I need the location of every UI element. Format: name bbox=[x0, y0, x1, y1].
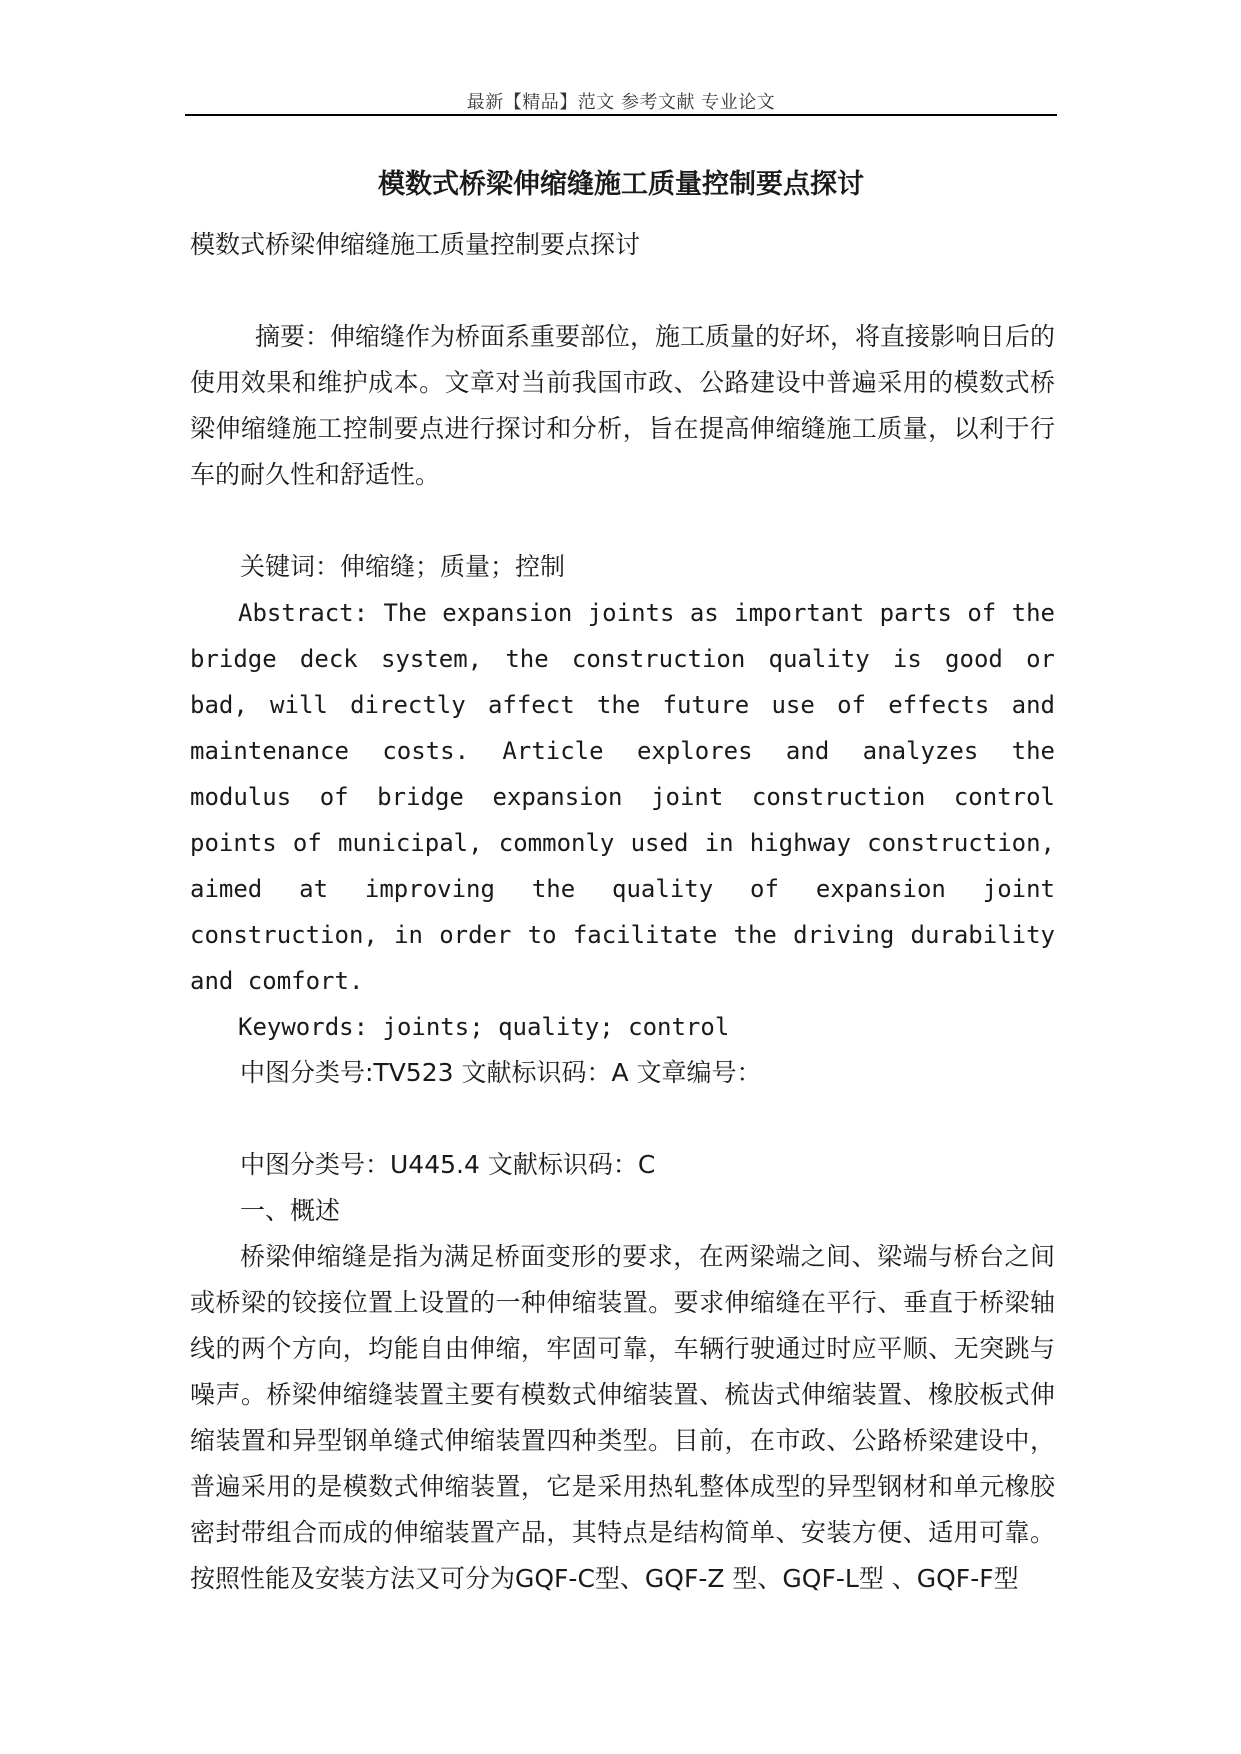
abstract-en: Abstract: The expansion joints as important parts of the bridge deck system, the construction quality is good or bad, will directly affect the future use of effects and maintenance costs. Article explores and analyzes the modulus of bridge expansion joint construction control points of municipal, commonly used in highway construction, aimed at improving the quality of expansion joint construction, in order to facilitate the driving durability and comfort. bbox=[190, 599, 1055, 995]
abstract-cn: 摘要：伸缩缝作为桥面系重要部位，施工质量的好坏，将直接影响日后的使用效果和维护成本。文章对当前我国市政、公路建设中普遍采用的模数式桥梁伸缩缝施工控制要点进行探讨和分析，旨在提高伸缩缝施工质量，以利于行车的耐久性和舒适性。 bbox=[190, 322, 1056, 489]
classification-2: 中图分类号：U445.4 文献标识码：C bbox=[240, 1150, 656, 1179]
keywords-cn: 关键词：伸缩缝；质量；控制 bbox=[240, 552, 566, 581]
document-body bbox=[190, 222, 1055, 1602]
spacer bbox=[190, 1096, 1055, 1142]
subtitle: 模数式桥梁伸缩缝施工质量控制要点探讨 bbox=[190, 230, 641, 259]
spacer bbox=[190, 498, 1055, 544]
running-header: 最新【精品】范文 参考文献 专业论文 bbox=[466, 92, 776, 113]
section-heading: 一、概述 bbox=[240, 1196, 341, 1225]
section-body: 桥梁伸缩缝是指为满足桥面变形的要求，在两梁端之间、梁端与桥台之间或桥梁的铰接位置上设置的一种伸缩装置。要求伸缩缝在平行、垂直于桥梁轴线的两个方向，均能自由伸缩，牢固可靠，车辆行驶通过时应平顺、无突跳与噪声。桥梁伸缩缝装置主要有模数式伸缩装置、梳齿式伸缩装置、橡胶板式伸缩装置和异型钢单缝式伸缩装置四种类型。目前，在市政、公路桥梁建设中，普遍采用的是模数式伸缩装置，它是采用热轧整体成型的异型钢材和单元橡胶密封带组合而成的伸缩装置产品，其特点是结构简单、安装方便、适用可靠。按照性能及安装方法又可分为GQF-C型、GQF-Z 型、GQF-L型 、GQF-F型 bbox=[190, 1242, 1055, 1593]
header-rule bbox=[185, 114, 1057, 116]
classification-1: 中图分类号:TV523 文献标识码：A 文章编号： bbox=[240, 1058, 762, 1087]
keywords-en: Keywords: joints; quality; control bbox=[238, 1013, 730, 1041]
document-title: 模数式桥梁伸缩缝施工质量控制要点探讨 bbox=[378, 169, 864, 200]
spacer bbox=[190, 268, 1055, 314]
